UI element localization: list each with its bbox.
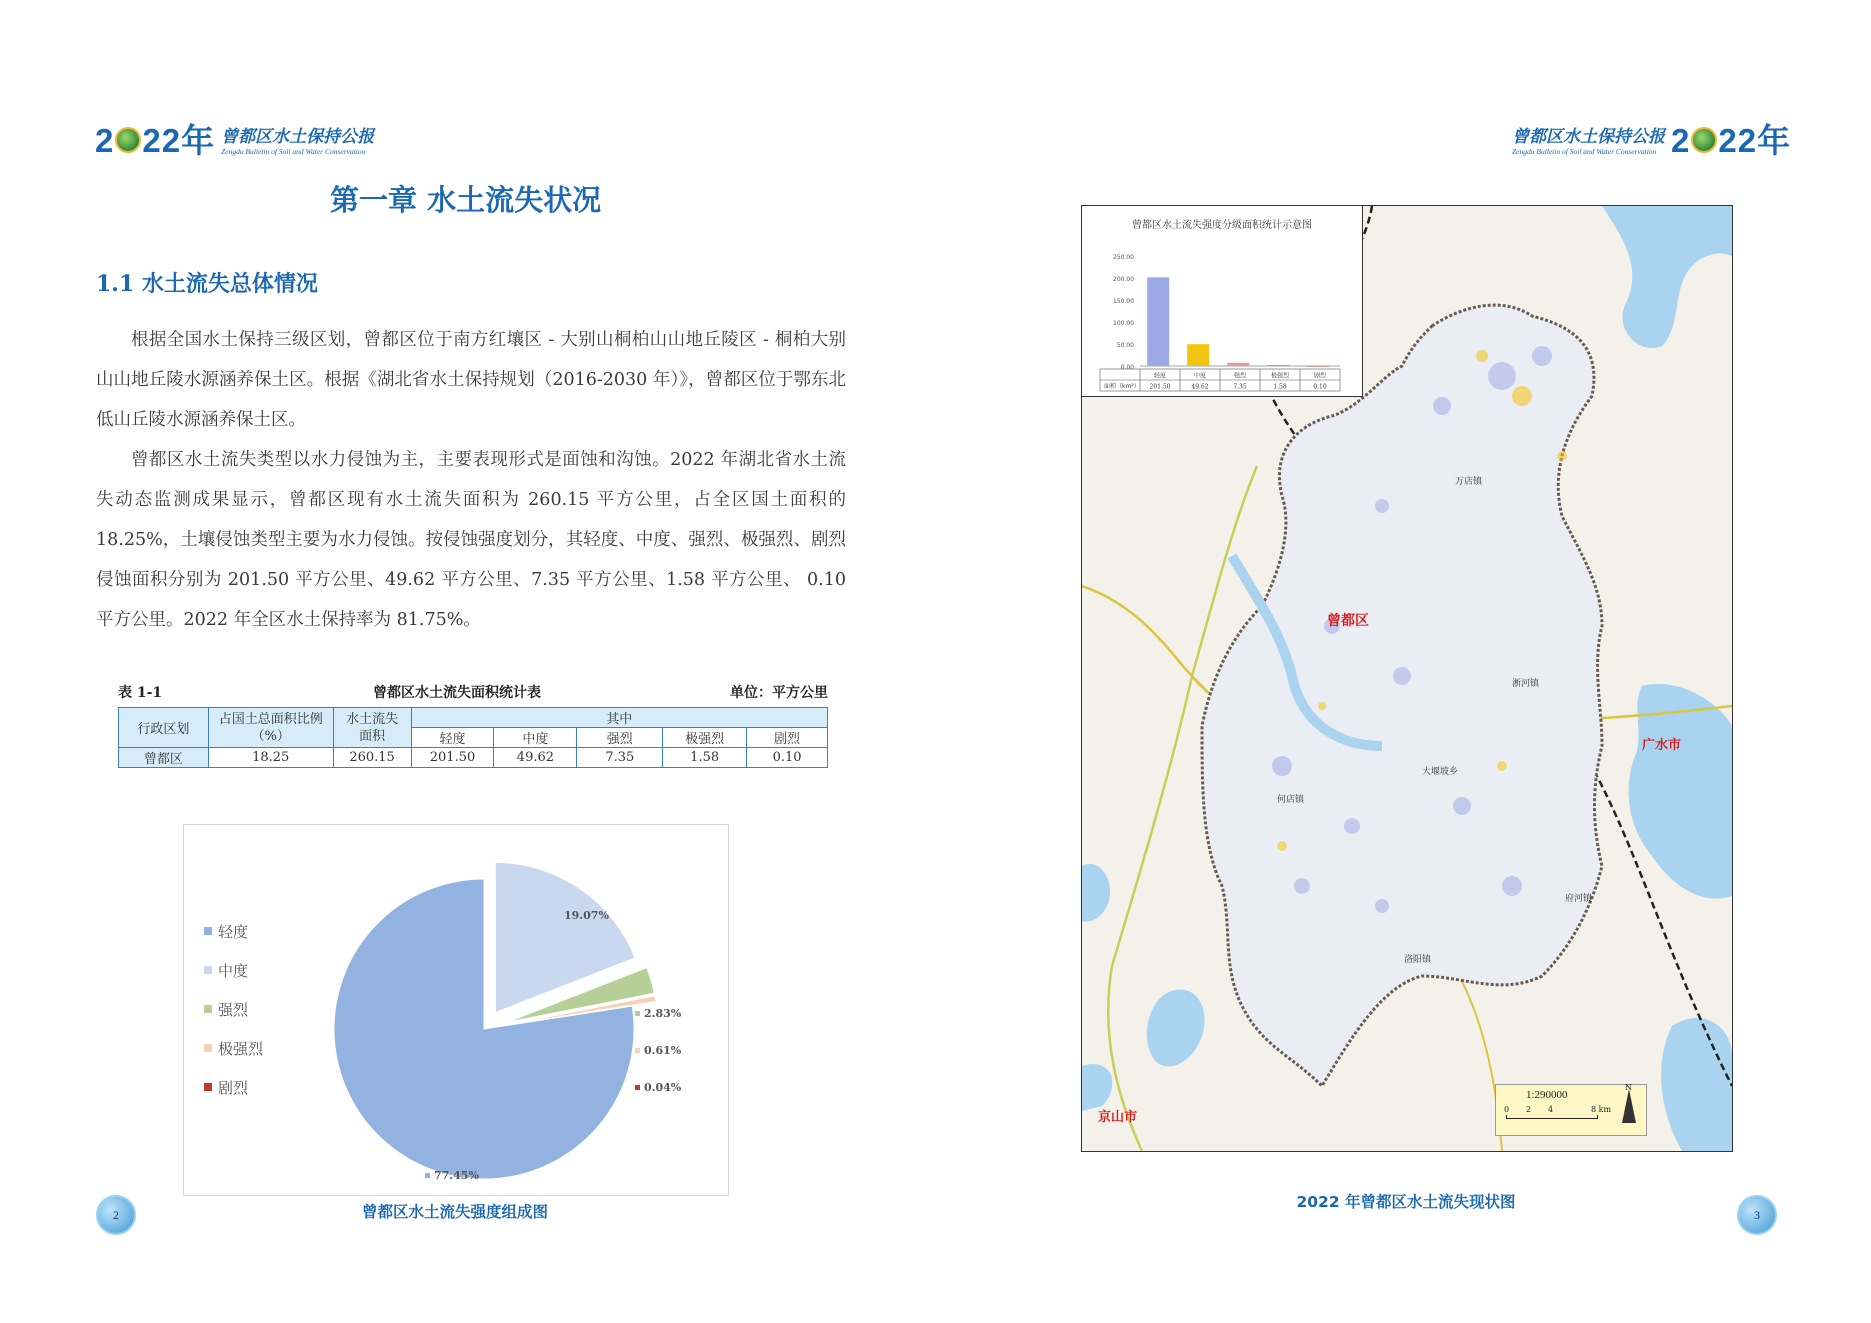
label-jingshan: 京山市 xyxy=(1098,1110,1138,1125)
pie-label-marker xyxy=(425,1173,430,1178)
pie-label-marker xyxy=(555,913,560,918)
inset-bar-chart xyxy=(1082,206,1362,396)
table-caption-row xyxy=(118,682,828,702)
section-title: 1.1 水土流失总体情况 xyxy=(96,271,318,297)
right-header-brand xyxy=(1512,124,1791,157)
pie-chart-frame xyxy=(183,824,729,1196)
paragraph-2: 曾都区水土流失类型以水力侵蚀为主，主要表现形式是面蚀和沟蚀。2022 年湖北省水土流失动态监测成果显示，曾都区现有水土流失面积为 260.15 平方公里，占全区国土面积的 18.25%，土壤侵蚀类型主要为水力侵蚀。按侵蚀强度划分，其轻度、中度、强烈、极强烈、剧烈侵蚀面积分别为 201.50 平方公里、49.62 平方公里、7.35 平方公里、1.58 平方公里、 0.10 平方公里。2022 年全区水土保持率为 81.75%。 xyxy=(96,450,846,630)
th-level: 轻度 xyxy=(411,728,494,748)
pie-data-label: 19.07% xyxy=(564,909,609,922)
bar-value-label: 7.35 xyxy=(1233,383,1247,391)
bar-y-tick: 50.00 xyxy=(1116,342,1134,349)
bar-category-label: 剧烈 xyxy=(1313,372,1327,380)
bar-y-tick: 250.00 xyxy=(1113,254,1134,261)
chapter-title: 第一章 水土流失状况 xyxy=(330,183,602,217)
pie-chart xyxy=(184,825,728,1195)
map-caption: 2022 年曾都区水土流失现状图 xyxy=(1296,1193,1516,1211)
bar-y-tick: 200.00 xyxy=(1113,276,1134,283)
left-header-brand xyxy=(95,124,374,157)
label-district: 曾都区 xyxy=(1327,613,1369,629)
label-dayan: 大堰坡乡 xyxy=(1422,767,1459,777)
left-header-year: 2 22年 xyxy=(95,122,216,159)
bar xyxy=(1267,365,1289,366)
inset-title: 曾都区水土流失强度分级面积统计示意图 xyxy=(1132,220,1312,231)
paragraph-1: 根据全国水土保持三级区划，曾都区位于南方红壤区 - 大别山桐柏山山地丘陵区 - 桐柏大别山山地丘陵水源涵养保土区。根据《湖北省水土保持规划（2016-2030 年）》，曾都区位于鄂东北低山丘陵水源涵养保土区。 xyxy=(96,330,846,430)
label-wandian: 万店镇 xyxy=(1455,477,1483,487)
bar xyxy=(1307,366,1329,367)
left-header-title: 曾都区水土保持公报 xyxy=(221,126,375,147)
north-arrow-icon xyxy=(1622,1089,1636,1123)
soil-erosion-map xyxy=(1081,205,1733,1152)
legend-label: 中度 xyxy=(218,961,249,980)
legend-label: 强烈 xyxy=(218,1000,249,1019)
cell-value: 0.10 xyxy=(747,748,828,768)
legend-label: 极强烈 xyxy=(218,1039,264,1058)
north-label: N xyxy=(1625,1083,1632,1092)
cell-ratio: 18.25 xyxy=(208,748,333,768)
bar-table-row-header: 面积（km²） xyxy=(1104,383,1140,390)
cell-value: 7.35 xyxy=(577,748,663,768)
pie-chart-caption: 曾都区水土流失强度组成图 xyxy=(361,1203,548,1221)
scale-tick: 2 xyxy=(1526,1105,1532,1114)
bar-category-label: 轻度 xyxy=(1153,372,1167,380)
table-label: 表 1-1 xyxy=(118,685,163,701)
label-guangshui: 广水市 xyxy=(1642,738,1682,753)
body-text xyxy=(96,320,846,640)
bar-value-label: 1.58 xyxy=(1273,383,1287,391)
map-inset-chart xyxy=(1082,206,1363,397)
cell-value: 1.58 xyxy=(663,748,747,768)
bar-category-label: 极强烈 xyxy=(1270,372,1290,380)
cell-value: 49.62 xyxy=(494,748,577,768)
pie-data-label: 2.83% xyxy=(644,1007,682,1020)
label-fuhe: 府河镇 xyxy=(1565,894,1593,904)
pie-label-marker xyxy=(635,1048,640,1053)
bar-value-label: 0.10 xyxy=(1313,383,1327,391)
th-region: 行政区划 xyxy=(119,708,209,748)
scale-tick: 8 km xyxy=(1591,1105,1612,1114)
scale-tick: 4 xyxy=(1548,1105,1554,1114)
legend-label: 轻度 xyxy=(218,922,249,941)
left-header-subtitle: Zengdu Bulletin of Soil and Water Conservation xyxy=(221,146,366,156)
th-level: 强烈 xyxy=(577,728,663,748)
scale-tick: 0 xyxy=(1504,1105,1510,1114)
right-header-year: 2 22年 xyxy=(1671,122,1792,159)
bar-category-label: 中度 xyxy=(1193,372,1207,380)
right-header-subtitle: Zengdu Bulletin of Soil and Water Conservation xyxy=(1512,146,1657,156)
bar-y-tick: 150.00 xyxy=(1113,298,1134,305)
stat-table xyxy=(118,707,828,768)
label-luoyang: 洛阳镇 xyxy=(1404,955,1432,965)
scale-text: 1:290000 xyxy=(1526,1089,1568,1101)
th-level: 剧烈 xyxy=(747,728,828,748)
table-unit: 单位：平方公里 xyxy=(730,685,828,701)
bar-value-label: 201.50 xyxy=(1149,383,1171,391)
th-level: 中度 xyxy=(494,728,577,748)
pie-label-marker xyxy=(635,1085,640,1090)
pie-data-label: 0.61% xyxy=(644,1044,682,1057)
bar xyxy=(1187,344,1209,366)
bar-y-tick: 0.00 xyxy=(1120,364,1134,371)
legend-label: 剧烈 xyxy=(218,1078,249,1097)
bar-category-label: 强烈 xyxy=(1233,372,1247,380)
page-number-right: 3 xyxy=(1737,1195,1777,1235)
globe-logo-icon xyxy=(115,127,141,153)
cell-region: 曾都区 xyxy=(119,748,209,768)
table-title: 曾都区水土流失面积统计表 xyxy=(373,685,541,701)
bar xyxy=(1147,277,1169,366)
map-scale-bar xyxy=(1495,1084,1647,1136)
cell-area: 260.15 xyxy=(333,748,411,768)
table-row xyxy=(119,748,828,768)
label-hedian: 何店镇 xyxy=(1277,795,1305,805)
bar-value-label: 49.62 xyxy=(1191,383,1209,391)
pie-data-label: 77.45% xyxy=(434,1169,479,1182)
right-header-title: 曾都区水土保持公报 xyxy=(1512,126,1665,147)
globe-logo-icon xyxy=(1691,127,1717,153)
th-ratio: 占国土总面积比例（%） xyxy=(208,708,333,748)
th-level: 极强烈 xyxy=(663,728,747,748)
pie-label-marker xyxy=(635,1011,640,1016)
page-number-left: 2 xyxy=(96,1195,136,1235)
th-among: 其中 xyxy=(411,708,827,728)
bar-y-tick: 100.00 xyxy=(1113,320,1134,327)
scale-line xyxy=(1506,1115,1598,1119)
cell-value: 201.50 xyxy=(411,748,494,768)
label-xihe: 淅河镇 xyxy=(1512,679,1540,689)
pie-data-label: 0.04% xyxy=(644,1081,682,1094)
bar xyxy=(1227,363,1249,366)
th-area: 水土流失面积 xyxy=(333,708,411,748)
